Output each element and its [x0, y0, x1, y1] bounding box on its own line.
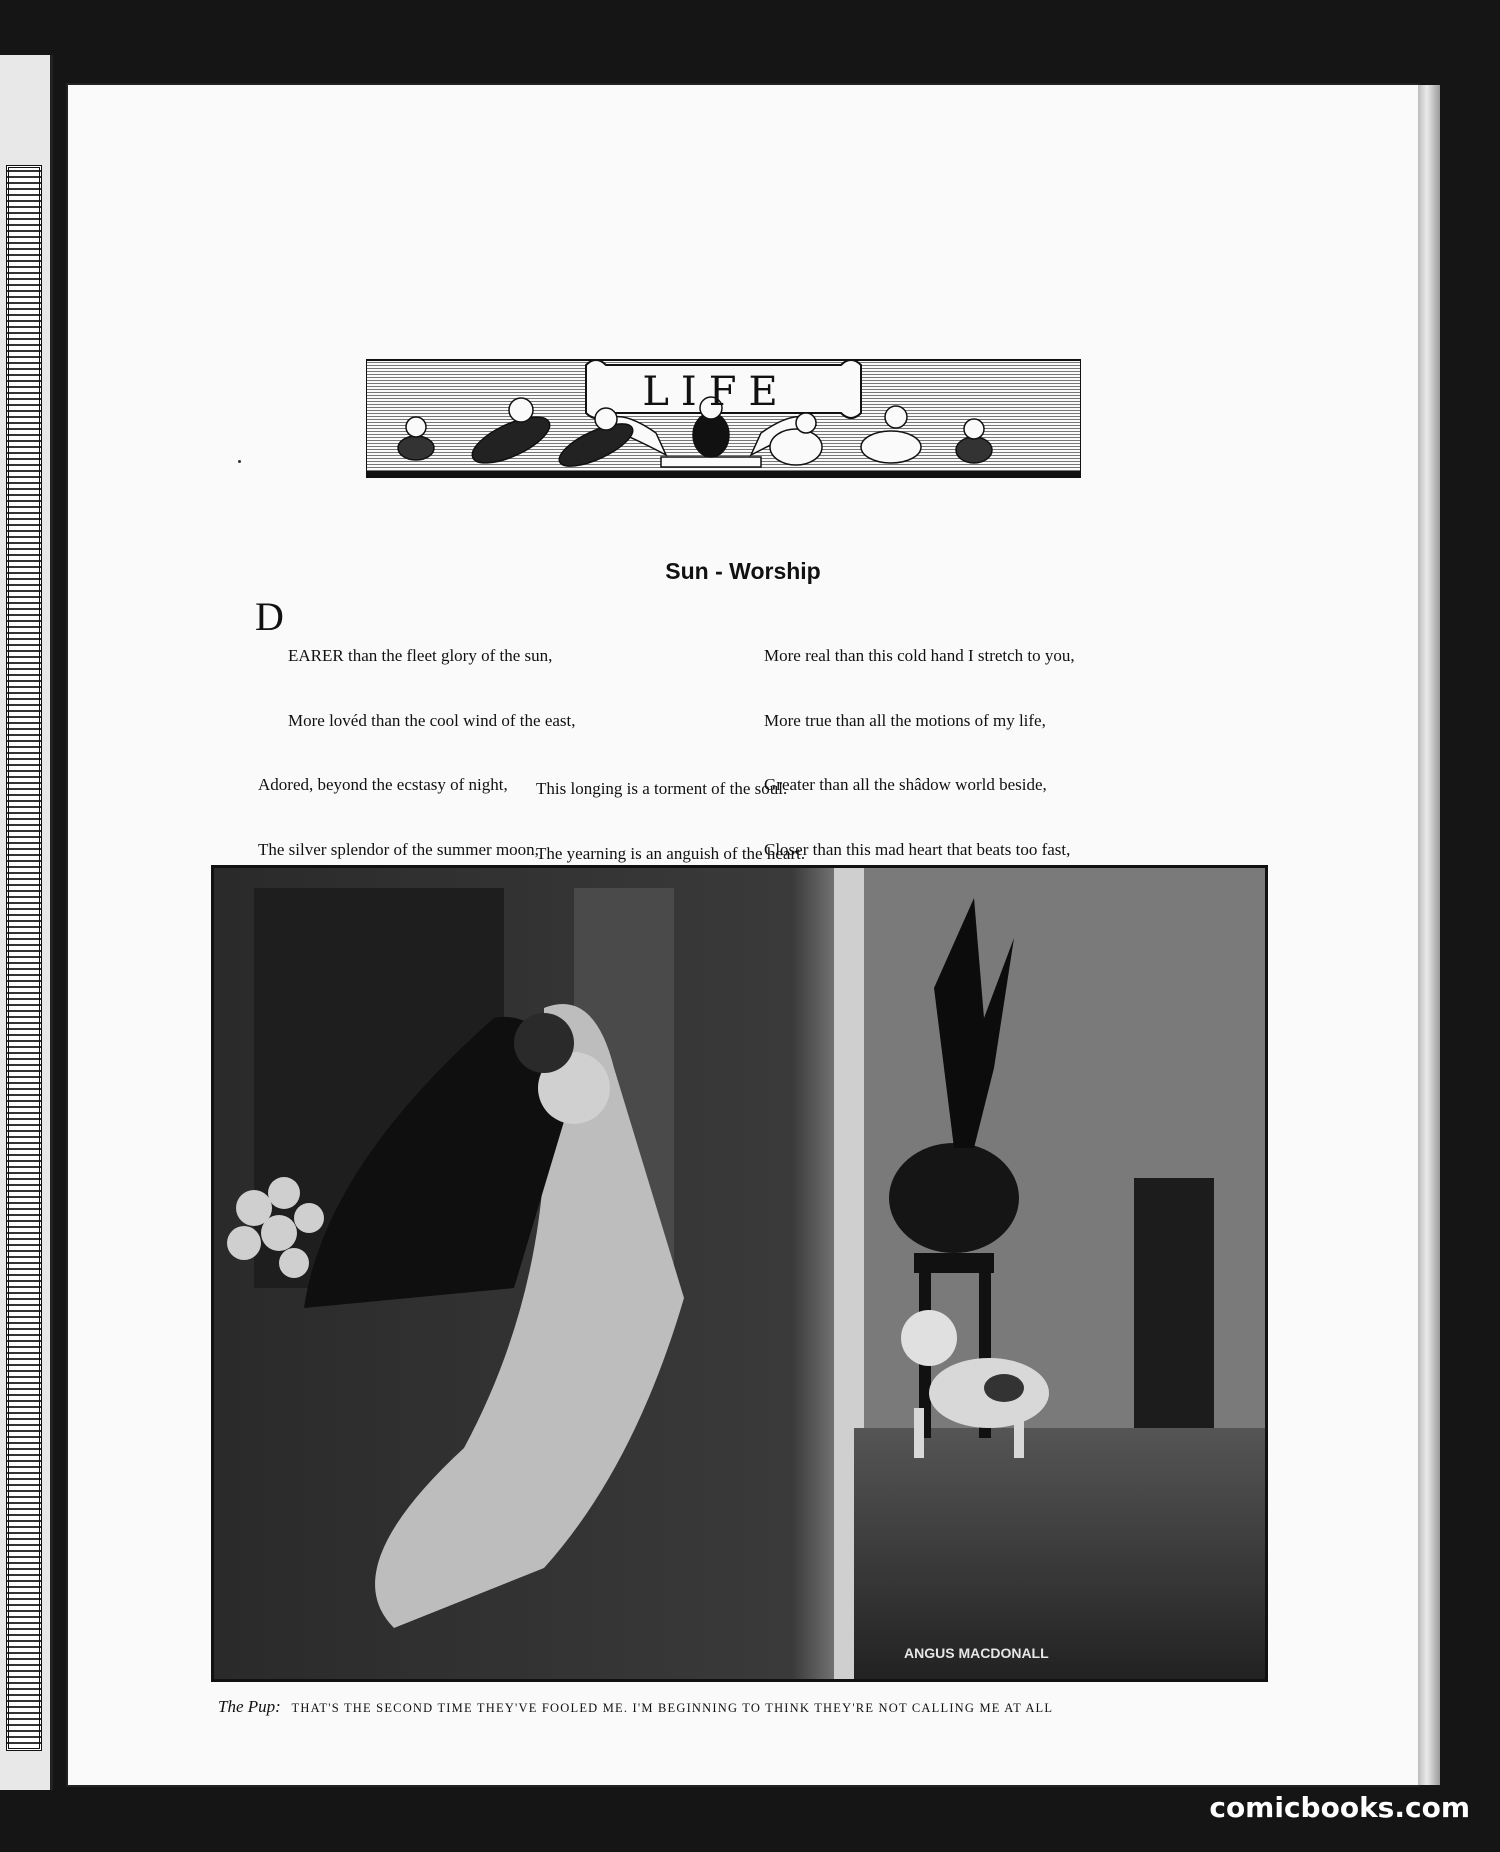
- decorative-border: [6, 165, 42, 1751]
- poem-line: More lovéd than the cool wind of the east,: [288, 710, 576, 730]
- poem-title: Sun - Worship: [665, 558, 821, 584]
- magazine-page: [68, 85, 1418, 1785]
- poem-line: The yearning is an anguish of the heart.: [536, 843, 806, 863]
- artist-signature: ANGUS MACDONALL: [904, 1645, 1049, 1661]
- poem-line: The silver splendor of the summer moon,: [258, 839, 539, 859]
- poem-line: Closer than this mad heart that beats too fast,: [764, 839, 1071, 859]
- poem-line: Adored, beyond the ecstasy of night,: [258, 775, 508, 794]
- illustration-caption: [218, 1697, 1278, 1717]
- poem-line: More real than this cold hand I stretch to you,: [764, 646, 1075, 665]
- illustration-artwork: [214, 868, 1265, 1679]
- poem-drop-cap: D: [255, 594, 284, 639]
- poem-line: More true than all the motions of my life,: [764, 710, 1046, 730]
- watermark: comicbooks.com: [1209, 1791, 1470, 1824]
- masthead-title: LIFE: [642, 369, 790, 415]
- print-speck: [238, 460, 241, 463]
- caption-text: THAT'S THE SECOND TIME THEY'VE FOOLED ME. I'M BEGINNING TO THINK THEY'RE NOT CALLING ME AT ALL: [291, 1701, 1054, 1715]
- caption-speaker: The Pup:: [218, 1697, 281, 1716]
- poem-line: Greater than all the shâdow world beside,: [764, 775, 1047, 794]
- right-page-edge: [1418, 85, 1440, 1785]
- illustration-couple-and-pup: [211, 865, 1268, 1682]
- poem-line: EARER than the fleet glory of the sun,: [288, 646, 553, 665]
- life-masthead-banner: [366, 355, 1081, 505]
- poem-line: This longing is a torment of the soul.: [536, 779, 788, 798]
